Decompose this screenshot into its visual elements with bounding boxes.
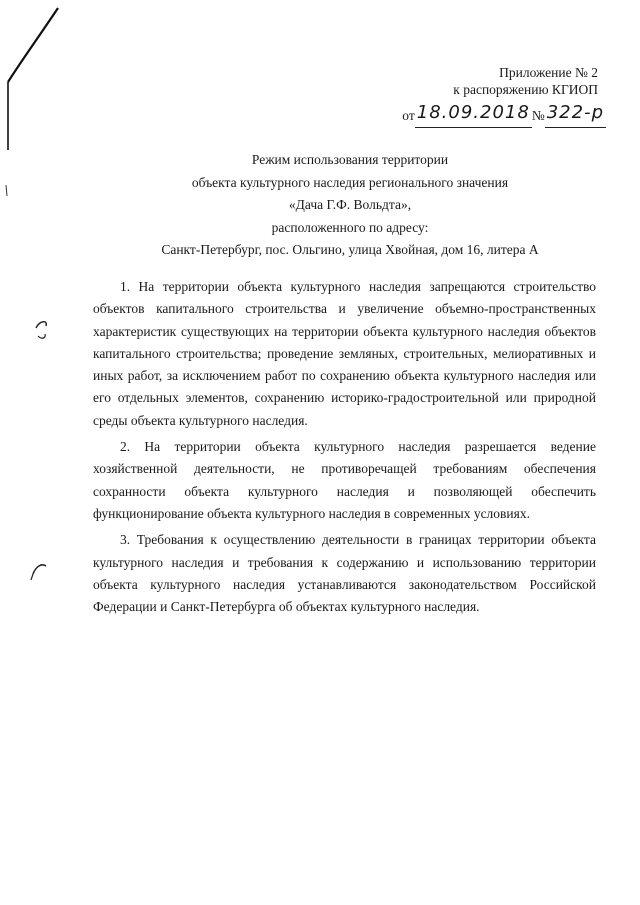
order-prefix: от bbox=[402, 108, 415, 123]
pen-mark-2 bbox=[33, 565, 46, 574]
title-line-5: Санкт-Петербург, пос. Ольгино, улица Хвойная, дом 16, литера А bbox=[161, 242, 539, 257]
title-line-3: «Дача Г.Ф. Вольдта», bbox=[288, 197, 412, 212]
order-number-field bbox=[545, 104, 606, 128]
pen-mark-1b bbox=[38, 334, 45, 338]
scan-edge-marks bbox=[0, 0, 80, 905]
binding-stroke bbox=[8, 8, 58, 82]
title-line-4: расположенного по адресу: bbox=[271, 219, 429, 235]
appendix-subtitle: к распоряжению КГИОП bbox=[453, 82, 598, 97]
order-date: 18.09.2018 bbox=[416, 102, 530, 123]
order-number: 322-р bbox=[546, 102, 604, 123]
paragraph-2: 2. На территории объекта культурного наследия разрешается ведение хозяйственной деятельности, не противоречащей требованиям обеспечения сохранности объекта культурного наследия и позволяющей обеспечить функционирование объекта культурного наследия в современных условиях. bbox=[93, 439, 596, 521]
order-reference bbox=[402, 104, 606, 128]
pen-mark-1 bbox=[36, 322, 46, 328]
paragraph-3: 3. Требования к осуществлению деятельности в границах территории объекта культурного наследия и требования к содержанию и использованию территории объекта культурного наследия устанавливаются законодательством Российской Федерации и Санкт-Петербурга об объектах культурного наследия. bbox=[93, 532, 596, 615]
title-line-2: объекта культурного наследия регионального значения bbox=[191, 174, 509, 190]
binding-tick bbox=[6, 185, 7, 196]
title-line-1: Режим использования территории bbox=[251, 152, 449, 167]
appendix-header bbox=[453, 64, 598, 98]
document-title bbox=[110, 149, 590, 262]
appendix-label: Приложение № 2 bbox=[499, 65, 598, 80]
pen-mark-2b bbox=[31, 574, 33, 580]
order-date-field bbox=[415, 104, 532, 128]
document-body bbox=[93, 276, 596, 622]
paragraph-1: 1. На территории объекта культурного наследия запрещаются строительство объектов капитального строительства и увеличение объемно-пространственных характеристик существующих на территории объекта культурного наследия объектов капитального строительства; проведение земляных, строительных, мелиоративных и иных работ, за исключением работ по сохранению объекта культурного наследия или его отдельных элементов, сохранению историко-градостроительной или природной среды объекта культурного наследия. bbox=[93, 279, 596, 428]
order-number-prefix: № bbox=[531, 108, 545, 123]
